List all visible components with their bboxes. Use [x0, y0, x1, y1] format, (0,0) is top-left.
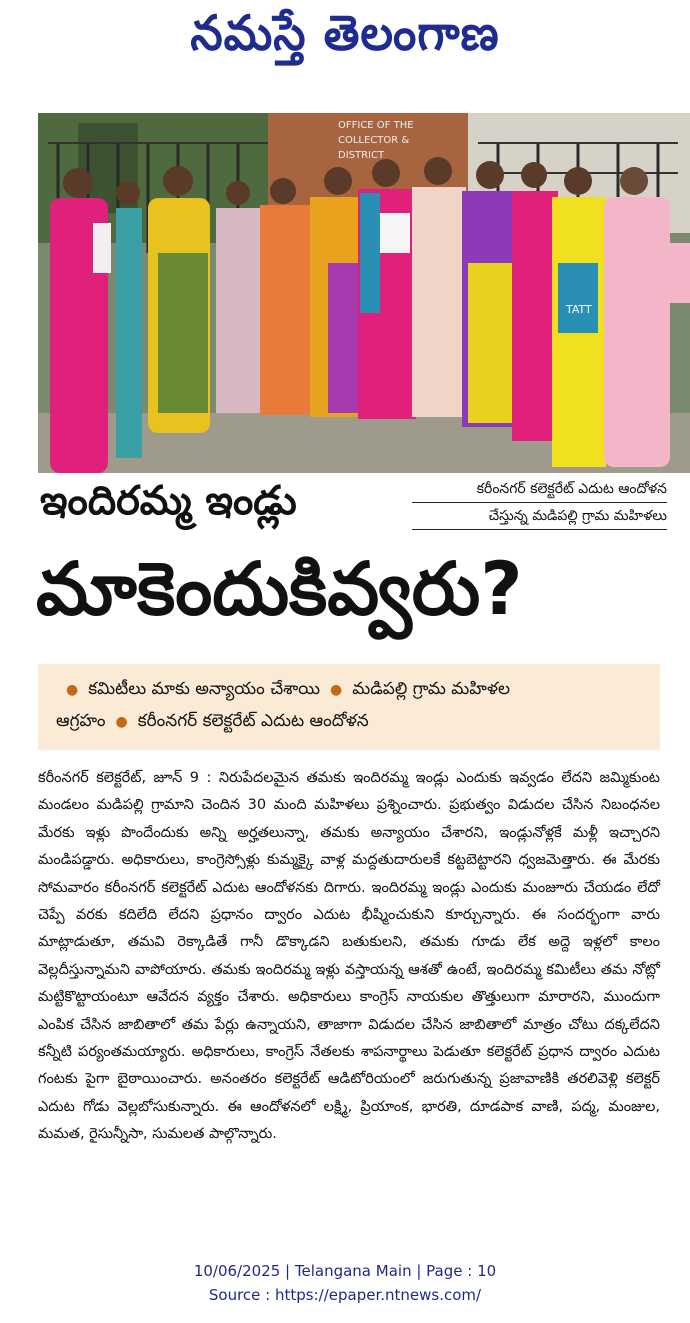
caption-line-1: కరీంనగర్ కలెక్టరేట్ ఎదుట ఆందోళన — [412, 476, 667, 503]
article-text: కరీంనగర్ కలెక్టరేట్, జూన్ 9 : నిరుపేదలమైన తమకు ఇందిరమ్మ ఇండ్లు ఎందుకు ఇవ్వడం లేదని జమ్మికుంట మండలం మడిపల్లి గ్రామాని చెందిన 30 మంది మహిళలు ప్రశ్నించారు. ప్రభుత్వం విడుదల చేసిన నిబంధనల మేరకు ఇళ్లు పొందేందుకు అన్ని అర్హతలున్నా, తమకు అన్యాయం చేశారని, ఇండ్లునోళ్లకే మళ్లీ ఇచ్చారని మండిపడ్డారు. అధికారులు, కాంగ్రెస్సోళ్లు కుమ్మక్కై వాళ్ల మద్దతుదారులకే కట్టబెట్టారని ధ్వజమెత్తారు. ఈ మేరకు సోమవారం కరీంనగర్ కలెక్టరేట్ ఎదుట ఆందోళనకు దిగారు. ఇందిరమ్మ ఇండ్లు ఎందుకు మంజూరు చేయడం లేదో చెప్పే వరకు కదిలేది లేదని ప్రధానం ద్వారం ఎదుట భీష్మించుకుని కూర్చున్నారు. ఈ సందర్భంగా వారు మాట్లాడుతూ, తమవి రెక్కాడితే గానీ డొక్కాడని బతుకులని, తమకు గూడు లేక అద్దె ఇళ్లలో కాలం వెల్లదీస్తున్నామని వాపోయారు. తమకు ఇందిరమ్మ ఇళ్లు వస్తాయన్న ఆశతో ఉంటే, ఇందిరమ్మ కమిటీలు తమ నోట్లో మట్టికొట్టాయంటూ ఆవేదన వ్యక్తం చేశారు. అధికారులు కాంగ్రెస్ నాయకుల తొత్తులుగా మారారని, ముందుగా ఎంపిక చేసిన జాబితాలో తమ పేర్లు ఉన్నాయని, తాజాగా విడుదల చేసిన జాబితాలో మాత్రం చోటు దక్కలేదని కన్నీటి పర్యంతమయ్యారు. అధికారులు, కాంగ్రెస్ నేతలకు శాపనార్థాలు పెడుతూ కలెక్టరేట్ ప్రధాన ద్వారం ఎదుట గంటకు పైగా బైఠాయించారు. అనంతరం కలెక్టరేట్ ఆడిటోరియంలో జరుగుతున్న ప్రజావాణికి తరలివెళ్లి కలెక్టర్ ఎదుట గోడు వెల్లబోసుకున్నారు. ఈ ఆందోళనలో లక్ష్మి, ప్రియాంక, భారతి, దూడపాక వాణి, పద్మ, మంజుల, మమత, రైసున్నీసా, సుమలత పాల్గొన్నారు. — [38, 770, 660, 1143]
news-photo — [38, 113, 690, 473]
highlight-3: కరీంనగర్ కలెక్టరేట్ ఎదుట ఆందోళన — [137, 711, 369, 731]
caption-line-2: చేస్తున్న మడిపల్లి గ్రామ మహిళలు — [412, 503, 667, 530]
photo-caption — [412, 476, 667, 530]
sign-line-1: OFFICE OF THE — [338, 120, 414, 131]
masthead — [0, 6, 690, 76]
highlight-2-continued: ఆగ్రహం — [56, 711, 106, 731]
bullet-icon: ● — [66, 682, 79, 698]
footer-source: Source : https://epaper.ntnews.com/ — [208, 1286, 482, 1304]
sign-line-2: COLLECTOR & — [338, 135, 410, 146]
newspaper-title: నమస్తే తెలంగాణ — [190, 4, 500, 62]
highlights-box — [38, 664, 660, 750]
bullet-icon: ● — [329, 682, 343, 698]
footer-date-edition: 10/06/2025 | Telangana Main | Page : 10 — [193, 1262, 497, 1280]
headline-kicker: ఇందిరమ్మ ఇండ్లు — [40, 478, 297, 524]
highlights-row-1 — [56, 674, 650, 705]
sign-line-3: DISTRICT — [338, 150, 385, 161]
article-body — [38, 765, 660, 1149]
headline: మాకెందుకివ్వరు? — [36, 547, 523, 632]
highlights-row-2 — [56, 706, 650, 737]
bullet-icon: ● — [115, 714, 128, 730]
highlight-1: కమిటీలు మాకు అన్యాయం చేశాయి — [88, 679, 320, 699]
highlight-2: మడిపల్లి గ్రామ మహిళల — [352, 679, 510, 699]
placard-text: TATT — [566, 303, 592, 316]
